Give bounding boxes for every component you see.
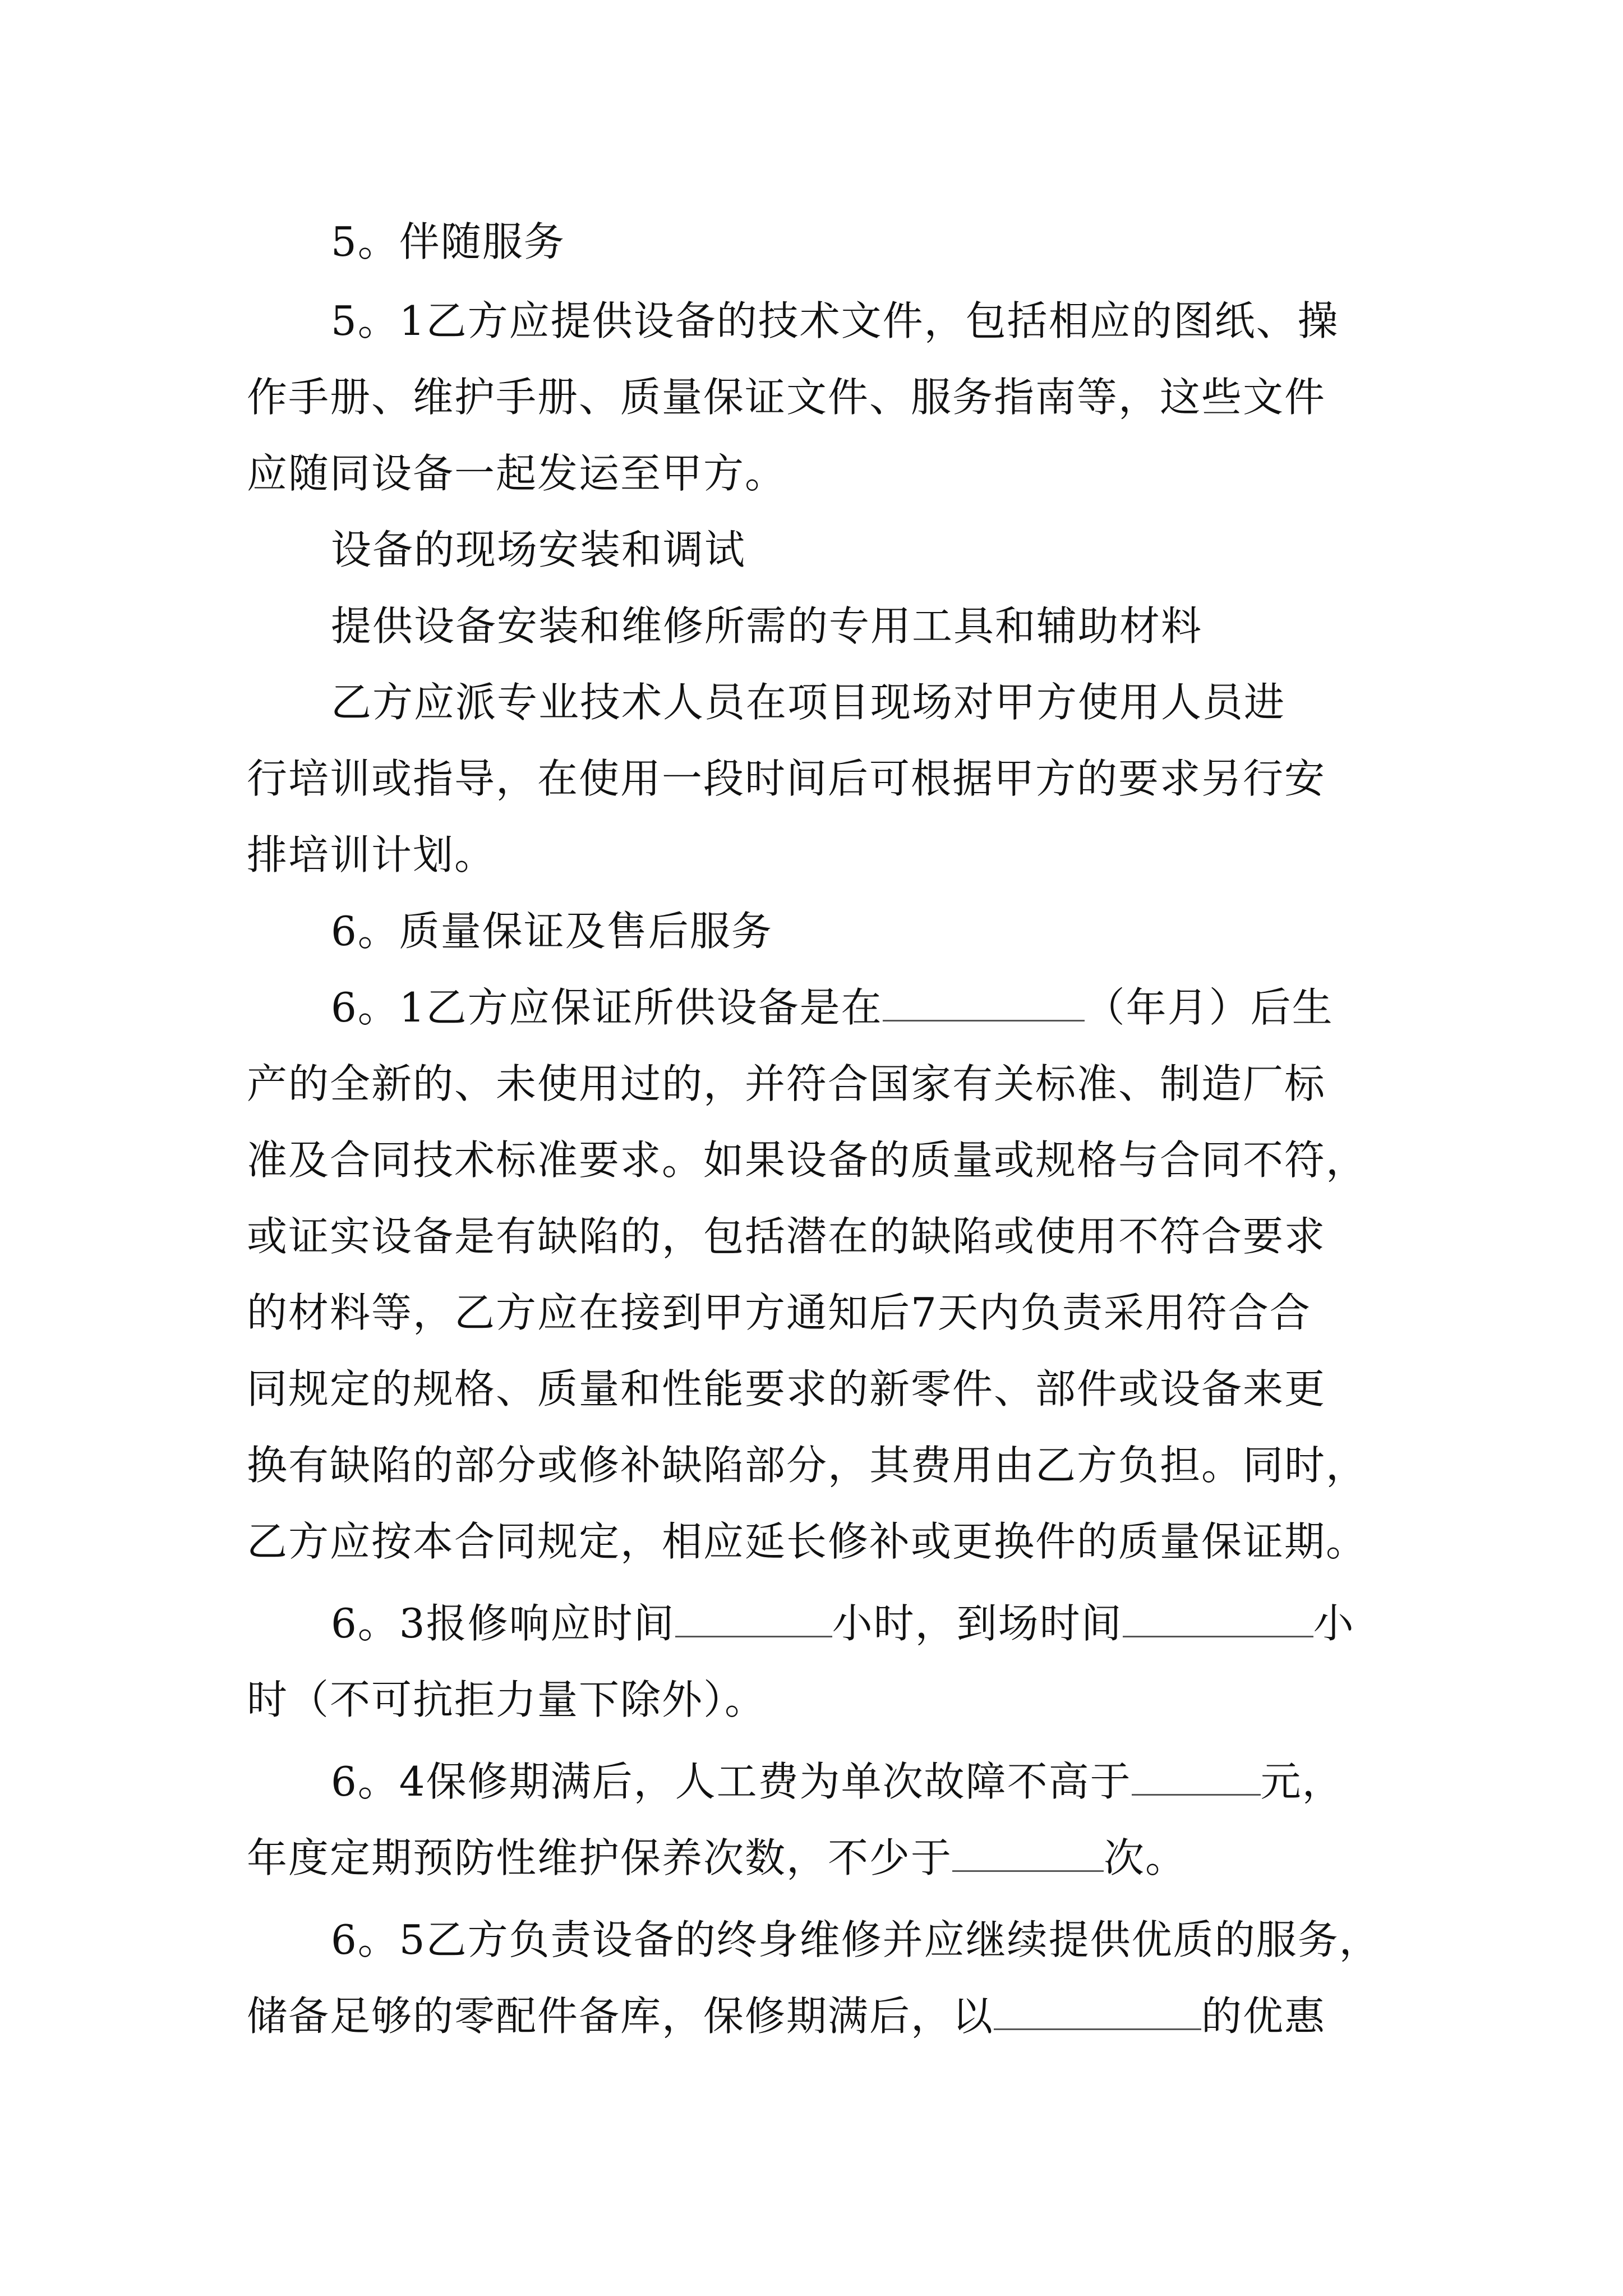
clause-6-1-line-6: 同规定的规格、质量和性能要求的新零件、部件或设备来更 xyxy=(247,1365,1326,1412)
clause-6-1-line-3: 准及合同技术标准要求。如果设备的质量或规格与合同不符， xyxy=(247,1137,1368,1184)
clause-6-1-line-1: 6。1乙方应保证所供设备是在 （年月）后生 xyxy=(331,984,1334,1031)
item-onsite-installation: 设备的现场安装和调试 xyxy=(331,526,746,573)
clause-6-3-line-2: 时（不可抗拒力量下除外）。 xyxy=(247,1676,767,1723)
clause-6-1-line-2: 产的全新的、未使用过的，并符合国家有关标准、制造厂标 xyxy=(247,1060,1326,1107)
training-line-3: 排培训计划。 xyxy=(247,831,496,878)
fill-blank-response-hours[interactable] xyxy=(675,1600,832,1637)
clause-6-4-line-1: 6。4保修期满后，人工费为单次故障不高于 元， xyxy=(331,1758,1344,1805)
clause-5-1-line-3: 应随同设备一起发运至甲方。 xyxy=(247,450,787,497)
clause-6-5-line-2: 储备足够的零配件备库，保修期满后，以 的优惠 xyxy=(247,1993,1326,2040)
fill-blank-production-date[interactable] xyxy=(883,984,1085,1022)
clause-6-1-line-5: 的材料等，乙方应在接到甲方通知后7天内负责采用符合合 xyxy=(247,1289,1311,1336)
clause-6-1-line-7: 换有缺陷的部分或修补缺陷部分，其费用由乙方负担。同时， xyxy=(247,1442,1368,1489)
clause-5-1-line-2: 作手册、维护手册、质量保证文件、服务指南等，这些文件 xyxy=(247,374,1326,421)
clause-5-1-line-1: 5。1乙方应提供设备的技术文件，包括相应的图纸、操 xyxy=(331,297,1339,344)
training-line-1: 乙方应派专业技术人员在项目现场对甲方使用人员进 xyxy=(331,679,1286,726)
clause-6-4-line-2: 年度定期预防性维护保养次数，不少于 次。 xyxy=(247,1834,1187,1881)
fill-blank-labor-fee[interactable] xyxy=(1132,1758,1261,1796)
item-special-tools: 提供设备安装和维修所需的专用工具和辅助材料 xyxy=(331,602,1203,650)
fill-blank-maintenance-count[interactable] xyxy=(952,1834,1104,1872)
heading-5-service: 5。伴随服务 xyxy=(331,218,565,265)
fill-blank-discount[interactable] xyxy=(994,1993,1201,2030)
clause-6-1-line-4: 或证实设备是有缺陷的，包括潜在的缺陷或使用不符合要求 xyxy=(247,1213,1326,1260)
training-line-2: 行培训或指导，在使用一段时间后可根据甲方的要求另行安 xyxy=(247,755,1326,802)
fill-blank-arrival-hours[interactable] xyxy=(1123,1600,1313,1637)
clause-6-1-line-8: 乙方应按本合同规定，相应延长修补或更换件的质量保证期。 xyxy=(247,1518,1368,1565)
clause-6-5-line-1: 6。5乙方负责设备的终身维修并应继续提供优质的服务， xyxy=(331,1916,1381,1963)
heading-6-quality: 6。质量保证及售后服务 xyxy=(331,908,773,955)
clause-6-3-line-1: 6。3报修响应时间 小时，到场时间 小 xyxy=(331,1600,1355,1647)
